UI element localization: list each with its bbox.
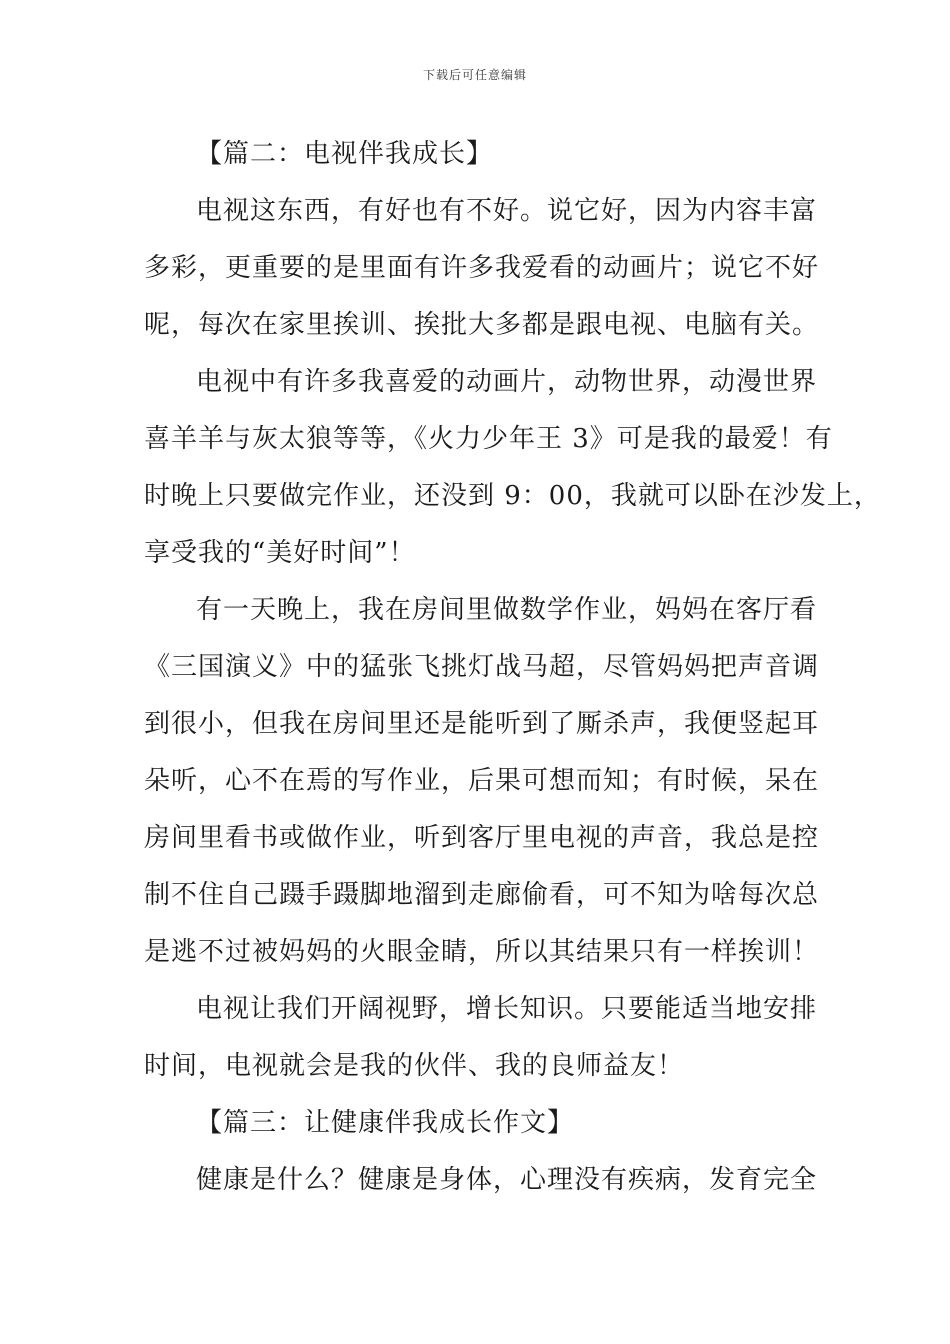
paragraph-line: 是逃不过被妈妈的火眼金睛，所以其结果只有一样挨训！ (144, 937, 820, 967)
section-heading: 【篇三：让健康伴我成长作文】 (196, 1108, 575, 1138)
paragraph-line: 电视这东西，有好也有不好。说它好，因为内容丰富 (196, 196, 818, 226)
paragraph-line: 时晚上只要做完作业，还没到 9：00，我就可以卧在沙发上， (144, 481, 881, 511)
paragraph-line: 享受我的“美好时间”！ (144, 538, 416, 568)
paragraph-line: 呢，每次在家里挨训、挨批大多都是跟电视、电脑有关。 (144, 310, 820, 340)
paragraph-line: 朵听，心不在焉的写作业，后果可想而知；有时候，呆在 (144, 766, 820, 796)
paragraph-line: 喜羊羊与灰太狼等等，《火力少年王 3》可是我的最爱！有 (144, 424, 833, 454)
page-header: 下载后可任意编辑 (422, 68, 527, 82)
paragraph-line: 电视中有许多我喜爱的动画片，动物世界，动漫世界 (196, 367, 818, 397)
paragraph-line: 房间里看书或做作业，听到客厅里电视的声音，我总是控 (144, 823, 820, 853)
paragraph-line: 健康是什么？健康是身体，心理没有疾病，发育完全 (196, 1165, 818, 1195)
document-body (144, 126, 881, 1209)
paragraph-line: 到很小，但我在房间里还是能听到了厮杀声，我便竖起耳 (144, 709, 820, 739)
paragraph-line: 电视让我们开阔视野，增长知识。只要能适当地安排 (196, 994, 818, 1024)
paragraph-line: 制不住自己蹑手蹑脚地溜到走廊偷看，可不知为啥每次总 (144, 880, 820, 910)
paragraph-line: 《三国演义》中的猛张飞挑灯战马超，尽管妈妈把声音调 (144, 652, 820, 682)
section-heading: 【篇二：电视伴我成长】 (196, 139, 494, 169)
paragraph-line: 多彩，更重要的是里面有许多我爱看的动画片；说它不好 (144, 253, 820, 283)
paragraph-line: 有一天晚上，我在房间里做数学作业，妈妈在客厅看 (196, 595, 818, 625)
paragraph-line: 时间，电视就会是我的伙伴、我的良师益友！ (144, 1051, 685, 1081)
